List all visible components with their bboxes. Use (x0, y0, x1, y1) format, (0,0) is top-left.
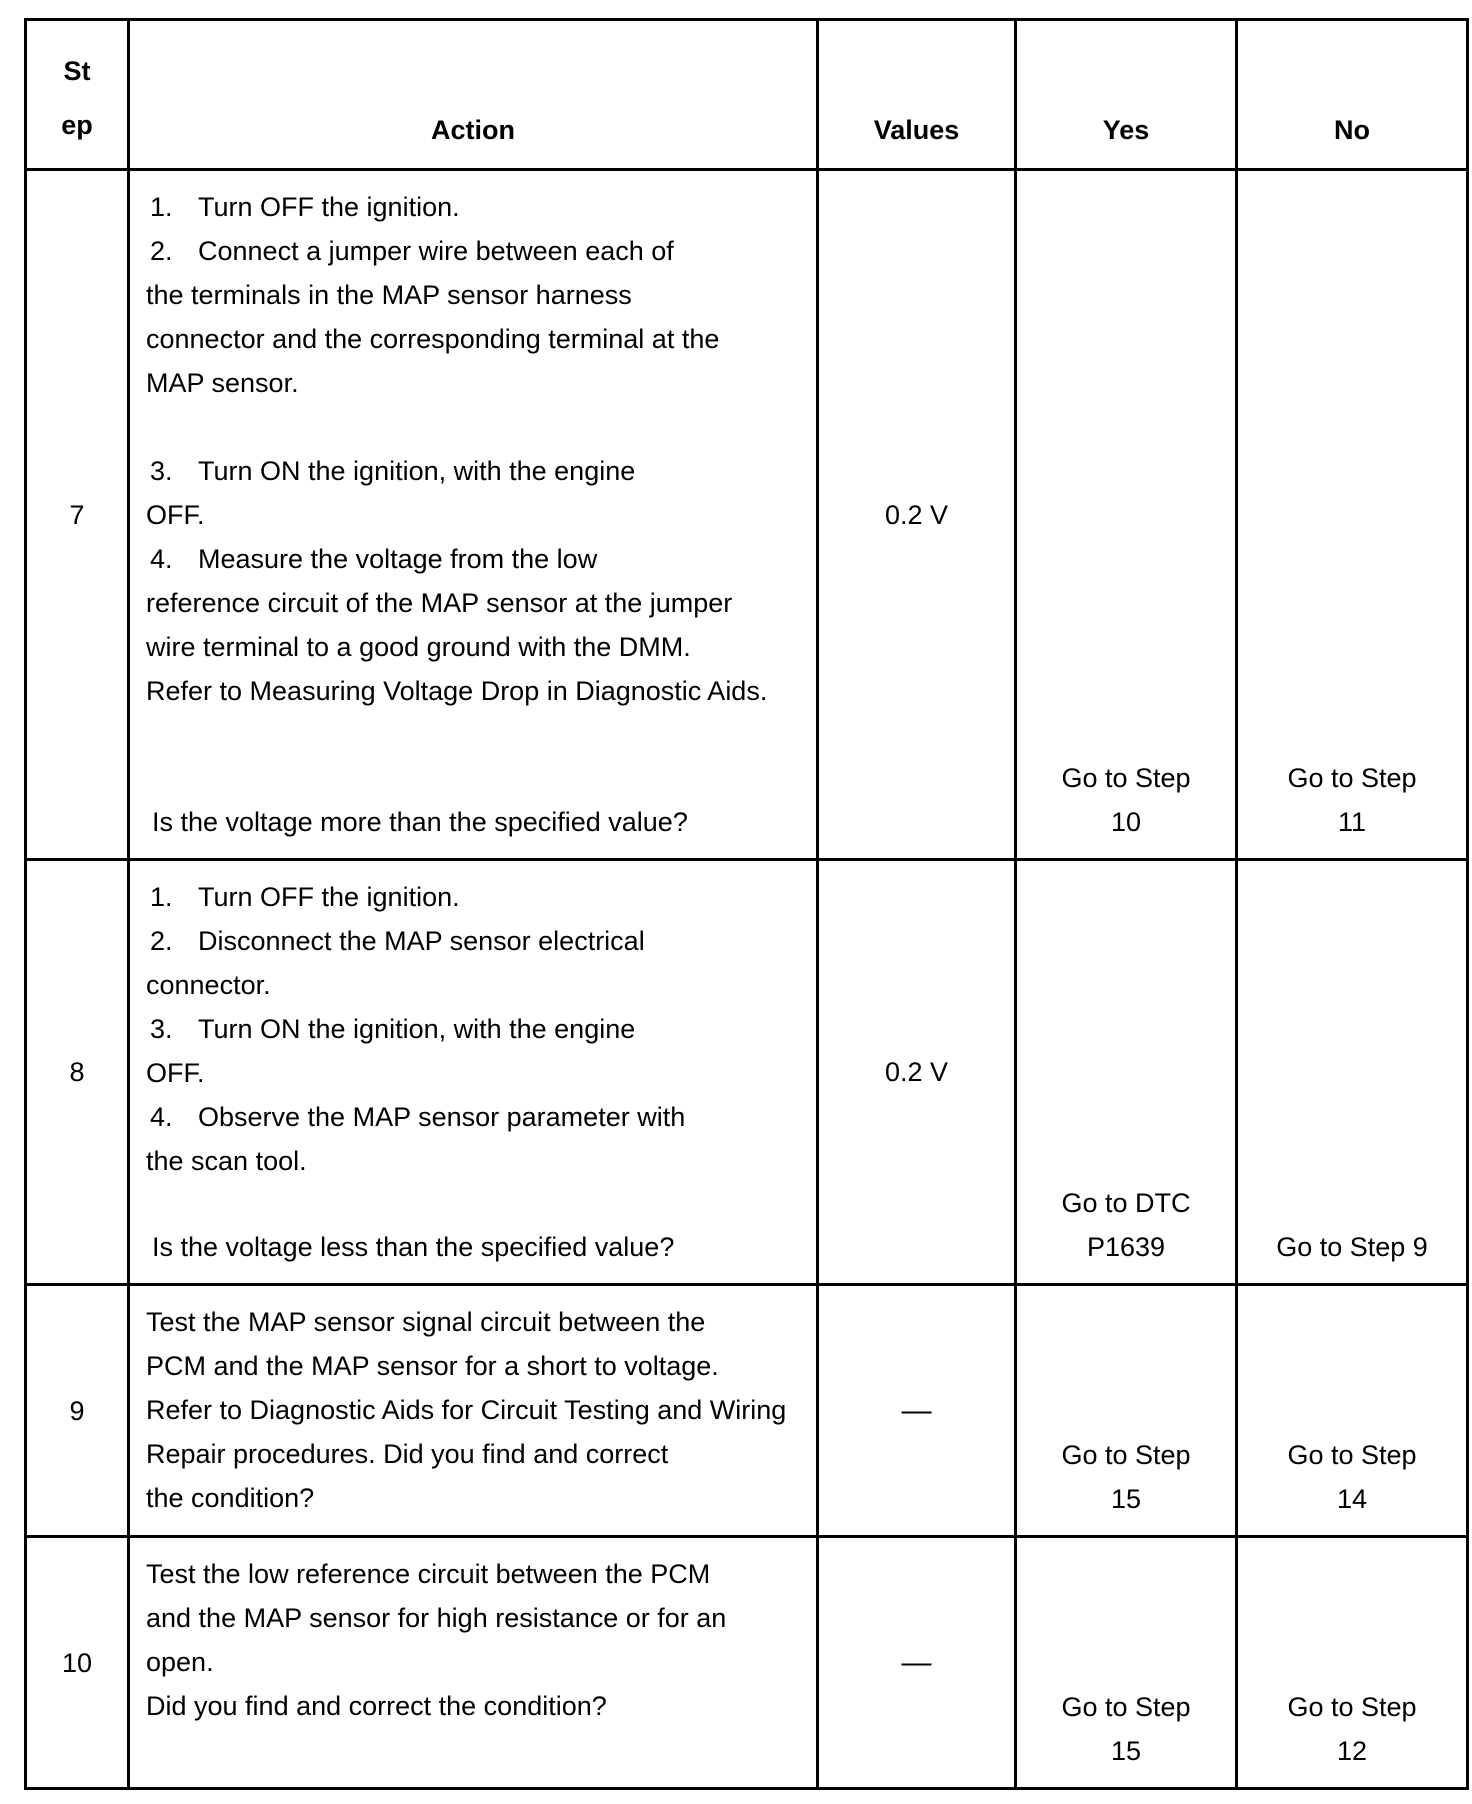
no-goto-line: 12 (1336, 1736, 1368, 1766)
table-row (26, 1285, 1468, 1537)
action-text: the condition? (146, 1483, 315, 1513)
action-line (146, 1344, 800, 1388)
no-goto (1238, 1433, 1466, 1521)
action-text: Repair procedures. Did you find and correct (146, 1439, 669, 1469)
action-text: connector. (146, 970, 271, 1000)
step-number: 9 (69, 1395, 85, 1426)
action-line (146, 1684, 800, 1728)
step-number-cell (26, 1537, 129, 1789)
action-text: the terminals in the MAP sensor harness (146, 280, 632, 310)
step-number: 10 (61, 1647, 93, 1678)
value-text: 0.2 V (884, 1057, 949, 1087)
action-step-number: 2. (150, 926, 173, 956)
yes-cell (1016, 1537, 1237, 1789)
action-step-number: 3. (150, 1014, 173, 1044)
action-text: OFF. (146, 500, 205, 530)
no-goto (1238, 1225, 1466, 1269)
action-cell (129, 170, 818, 860)
header-yes: Yes (1016, 20, 1237, 170)
values-cell (818, 1537, 1016, 1789)
value-text: — (901, 1645, 932, 1679)
action-text: the scan tool. (146, 1146, 307, 1176)
action-line (146, 449, 800, 493)
action-line (146, 229, 800, 273)
yes-goto (1017, 1685, 1235, 1773)
action-step-number: 1. (150, 882, 173, 912)
action-line (146, 1095, 800, 1139)
action-text: connector and the corresponding terminal at the (146, 324, 720, 354)
action-text: reference circuit of the MAP sensor at the jumper (146, 588, 733, 618)
table-row (26, 860, 1468, 1285)
action-text: Did you find and correct the condition? (146, 1691, 607, 1721)
table-row (26, 1537, 1468, 1789)
step-number-cell (26, 860, 129, 1285)
no-cell (1237, 1285, 1468, 1537)
action-line (146, 1596, 800, 1640)
no-goto (1238, 1685, 1466, 1773)
no-goto (1238, 756, 1466, 844)
action-step-number: 1. (150, 192, 173, 222)
action-text: Connect a jumper wire between each of (198, 236, 674, 266)
values-cell (818, 170, 1016, 860)
action-question: Is the voltage less than the specified value? (152, 1232, 675, 1262)
action-line (146, 1388, 800, 1432)
no-goto-line: Go to Step (1287, 1692, 1417, 1722)
action-line (146, 1476, 800, 1520)
step-number: 7 (69, 499, 85, 530)
diagnostic-table (24, 18, 1469, 1790)
action-cell (129, 860, 818, 1285)
action-step-number: 4. (150, 1102, 173, 1132)
action-line (146, 1432, 800, 1476)
value-text: 0.2 V (884, 499, 949, 530)
yes-cell (1016, 860, 1237, 1285)
yes-goto-line: P1639 (1086, 1232, 1166, 1262)
no-goto-line: 11 (1337, 807, 1367, 837)
yes-goto-line: Go to Step (1061, 1692, 1191, 1722)
no-goto-line: 14 (1336, 1484, 1368, 1514)
action-text: open. (146, 1647, 214, 1677)
value-text: — (901, 1393, 932, 1427)
header-step (26, 20, 129, 170)
yes-goto-line: 15 (1110, 1484, 1142, 1514)
yes-goto-line: Go to DTC (1061, 1188, 1191, 1218)
yes-goto-line: Go to Step (1061, 763, 1191, 793)
step-number-cell (26, 170, 129, 860)
action-line (146, 875, 800, 919)
no-cell (1237, 170, 1468, 860)
action-cell (129, 1537, 818, 1789)
action-question: Is the voltage more than the specified value? (152, 807, 688, 837)
action-text: Turn ON the ignition, with the engine (198, 1014, 636, 1044)
action-text: Disconnect the MAP sensor electrical (198, 926, 645, 956)
action-line (146, 317, 800, 361)
no-cell (1237, 1537, 1468, 1789)
step-number: 8 (69, 1057, 85, 1087)
yes-goto-line: Go to Step (1061, 1440, 1191, 1470)
action-line (146, 1007, 800, 1051)
header-no: No (1237, 20, 1468, 170)
action-line (146, 625, 800, 669)
action-text: Turn OFF the ignition. (198, 192, 460, 222)
header-row (26, 20, 1468, 170)
step-number-cell (26, 1285, 129, 1537)
action-text: PCM and the MAP sensor for a short to voltage. (146, 1351, 719, 1381)
header-step-line-2: ep (61, 110, 93, 140)
action-text: Refer to Diagnostic Aids for Circuit Testing and Wiring (146, 1395, 787, 1425)
action-line (146, 493, 800, 537)
action-line (146, 1552, 800, 1596)
header-action: Action (129, 20, 818, 170)
action-step-number: 2. (150, 236, 173, 266)
action-text: Turn OFF the ignition. (198, 882, 460, 912)
action-text: Refer to Measuring Voltage Drop in Diagnostic Aids. (146, 676, 768, 706)
action-text: Turn ON the ignition, with the engine (198, 456, 636, 486)
action-text: and the MAP sensor for high resistance or for an (146, 1603, 727, 1633)
table-row (26, 170, 1468, 860)
no-cell (1237, 860, 1468, 1285)
yes-goto (1017, 1433, 1235, 1521)
action-text: Test the MAP sensor signal circuit between the (146, 1307, 706, 1337)
action-text: OFF. (146, 1058, 205, 1088)
action-line (146, 1139, 800, 1183)
action-line (146, 185, 800, 229)
action-line (146, 537, 800, 581)
action-line (146, 273, 800, 317)
action-text: Test the low reference circuit between the PCM (146, 1559, 711, 1589)
no-goto-line: Go to Step (1287, 763, 1417, 793)
yes-goto (1017, 756, 1235, 844)
action-line (146, 1640, 800, 1684)
action-text: wire terminal to a good ground with the DMM. (146, 632, 691, 662)
header-step-line-1: St (63, 56, 91, 86)
yes-goto (1017, 1181, 1235, 1269)
yes-goto-line: 15 (1110, 1736, 1142, 1766)
yes-cell (1016, 170, 1237, 860)
yes-cell (1016, 1285, 1237, 1537)
action-step-number: 3. (150, 456, 173, 486)
action-text: MAP sensor. (146, 368, 299, 398)
action-line (146, 361, 800, 405)
values-cell (818, 1285, 1016, 1537)
no-goto-line: Go to Step (1287, 1440, 1417, 1470)
no-goto-line: Go to Step 9 (1276, 1232, 1428, 1262)
action-line (146, 669, 800, 713)
blank-line (146, 405, 800, 449)
action-line (146, 919, 800, 963)
action-line (146, 963, 800, 1007)
action-line (146, 1051, 800, 1095)
values-cell (818, 860, 1016, 1285)
action-cell (129, 1285, 818, 1537)
action-line (146, 581, 800, 625)
header-values: Values (818, 20, 1016, 170)
action-text: Measure the voltage from the low (198, 544, 598, 574)
action-step-number: 4. (150, 544, 173, 574)
action-line (146, 1300, 800, 1344)
action-text: Observe the MAP sensor parameter with (198, 1102, 686, 1132)
yes-goto-line: 10 (1110, 807, 1142, 837)
